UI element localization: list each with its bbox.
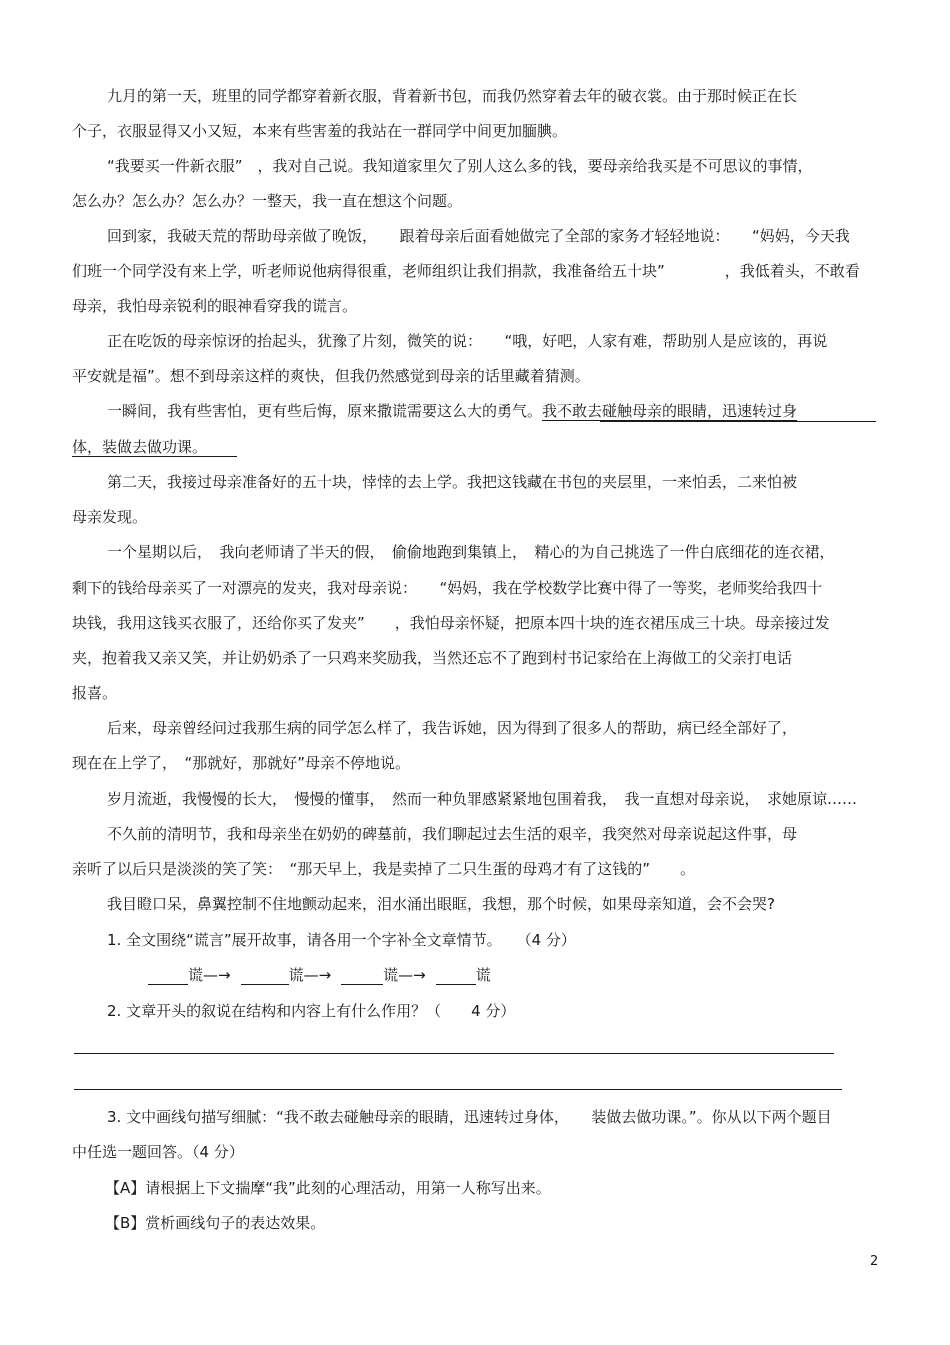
paragraph-line	[72, 437, 237, 457]
underlined-sentence: 体，装做去做功课。	[72, 438, 237, 457]
paragraph-line: 九月的第一天，班里的同学都穿着新衣服，背着新书包，而我仍然穿着去年的破衣裳。由于那时候正在长	[107, 87, 798, 105]
answer-blank[interactable]	[148, 968, 188, 985]
paragraph-line: 回到家，我破天荒的帮助母亲做了晚饭， 跟着母亲后面看她做完了全部的家务才轻轻地说： “妈妈，今天我	[107, 227, 850, 245]
paragraph-line: 们班一个同学没有来上学，听老师说他病得很重，老师组织让我们捐款，我准备给五十块” ，我低着头，不敢看	[72, 262, 860, 280]
blank-suffix: 谎	[475, 966, 491, 984]
answer-line[interactable]	[74, 1053, 834, 1054]
paragraph-line: 一个星期以后， 我向老师请了半天的假， 偷偷地跑到集镇上， 精心的为自己挑选了一件白底细花的连衣裙，	[107, 543, 835, 561]
answer-blank[interactable]	[436, 968, 476, 985]
blank-suffix: 谎—→	[383, 966, 426, 984]
option-b: 【B】赏析画线句子的表达效果。	[105, 1214, 326, 1232]
paragraph-line: 亲听了以后只是淡淡的笑了笑： “那天早上，我是卖掉了二只生蛋的母鸡才有了这钱的” 。	[72, 860, 696, 878]
question-3: 3. 文中画线句描写细腻：“我不敢去碰触母亲的眼睛，迅速转过身体， 装做去做功课。”。你从以下两个题目	[107, 1108, 832, 1126]
paragraph-line: 不久前的清明节，我和母亲坐在奶奶的碑墓前，我们聊起过去生活的艰辛，我突然对母亲说起这件事，母	[107, 825, 798, 843]
question-2: 2. 文章开头的叙说在结构和内容上有什么作用？（ 4 分）	[107, 1002, 516, 1020]
paragraph-line: 后来，母亲曾经问过我那生病的同学怎么样了，我告诉她，因为得到了很多人的帮助，病已经全部好了，	[107, 719, 798, 737]
paragraph-line: 个子，衣服显得又小又短，本来有些害羞的我站在一群同学中间更加腼腆。	[72, 122, 568, 140]
paragraph-line: 夹，抱着我又亲又笑，并让奶奶杀了一只鸡来奖励我，当然还忘不了跑到村书记家给在上海做工的父亲打电话	[72, 649, 793, 667]
plain-text: 一瞬间，我有些害怕，更有些后悔，原来撒谎需要这么大的勇气。	[107, 402, 543, 420]
page-number: 2	[870, 1254, 879, 1269]
paragraph-line	[107, 401, 797, 421]
paragraph-line: 岁月流逝，我慢慢的长大， 慢慢的懂事， 然而一种负罪感紧紧地包围着我， 我一直想对母亲说， 求她原谅……	[107, 790, 858, 808]
blank-suffix: 谎—→	[288, 966, 332, 984]
answer-blank[interactable]	[341, 968, 383, 985]
paragraph-line: 正在吃饭的母亲惊讶的抬起头，犹豫了片刻，微笑的说： “哦，好吧，人家有难，帮助别人是应该的，再说	[107, 332, 828, 350]
option-a: 【A】请根据上下文揣摩“我”此刻的心理活动，用第一人称写出来。	[105, 1179, 551, 1197]
paragraph-line: 怎么办？怎么办？怎么办？一整天，我一直在想这个问题。	[72, 192, 463, 210]
paragraph-line: 现在在上学了， “那就好，那就好”母亲不停地说。	[72, 754, 411, 772]
answer-blank[interactable]	[241, 968, 289, 985]
paragraph-line: 母亲发现。	[72, 508, 148, 526]
paragraph-line: 报喜。	[72, 684, 118, 702]
question-1-answer-row	[148, 965, 491, 985]
question-3-cont: 中任选一题回答。（4 分）	[72, 1143, 244, 1161]
answer-line[interactable]	[74, 1089, 842, 1090]
paragraph-line: 我目瞪口呆，鼻翼控制不住地颤动起来，泪水涌出眼眶，我想，那个时候，如果母亲知道，会不会哭?	[107, 895, 775, 913]
paragraph-line: 母亲，我怕母亲锐利的眼神看穿我的谎言。	[72, 297, 358, 315]
paragraph-line: 第二天，我接过母亲准备好的五十块，悻悻的去上学。我把这钱藏在书包的夹层里，一来怕丢，二来怕被	[107, 473, 798, 491]
underlined-sentence: 我不敢去碰触母亲的眼睛，迅速转过身	[542, 402, 798, 420]
question-1: 1. 全文围绕“谎言”展开故事，请各用一个字补全文章情节。 （4 分）	[107, 931, 576, 949]
paragraph-line: 块钱，我用这钱买衣服了，还给你买了发夹” ，我怕母亲怀疑，把原本四十块的连衣裙压成三十块。母亲接过发	[72, 614, 830, 632]
paragraph-line: 平安就是福”。想不到母亲这样的爽快，但我仍然感觉到母亲的话里藏着猜测。	[72, 367, 590, 385]
paragraph-line: 剩下的钱给母亲买了一对漂亮的发夹，我对母亲说： “妈妈，我在学校数学比赛中得了一等奖，老师奖给我四十	[72, 579, 823, 597]
paragraph-line: “我要买一件新衣服” ，我对自己说。我知道家里欠了别人这么多的钱，要母亲给我买是不可思议的事情，	[107, 157, 813, 175]
underline-extension	[600, 421, 876, 422]
blank-suffix: 谎—→	[188, 966, 231, 984]
